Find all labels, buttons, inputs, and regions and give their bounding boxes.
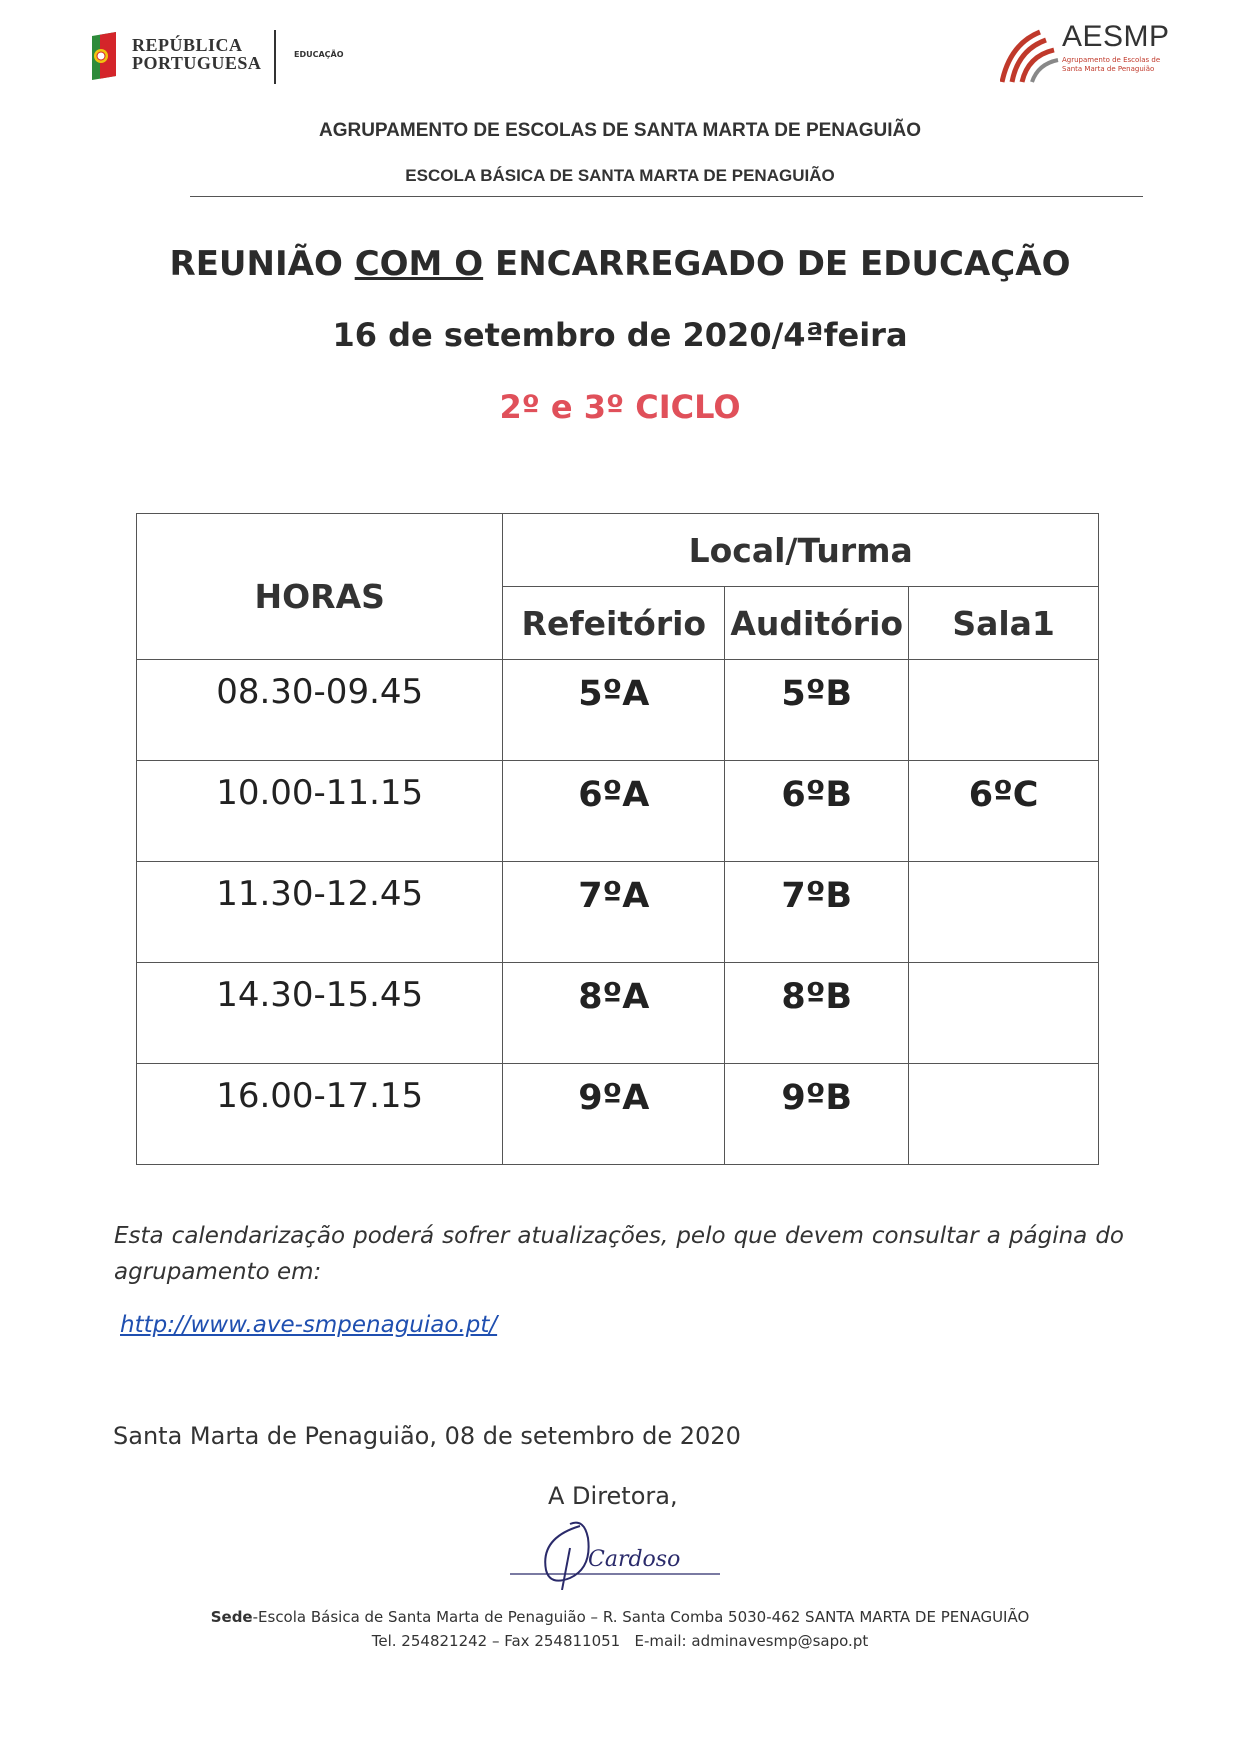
- header-refeitorio: Refeitório: [503, 587, 725, 660]
- website-link[interactable]: http://www.ave-smpenaguiao.pt/: [120, 1312, 498, 1338]
- table-row: [137, 1064, 1099, 1165]
- logo-separator: [274, 30, 276, 84]
- title-part2: COM O: [354, 244, 484, 284]
- meeting-date: 16 de setembro de 2020/4ªfeira: [332, 316, 908, 354]
- page-title: [0, 244, 1240, 284]
- auditorio-cell: 6ºB: [725, 761, 909, 862]
- header-local-turma: Local/Turma: [503, 514, 1099, 587]
- sala-cell: [909, 660, 1099, 761]
- gov-logo-text: [132, 36, 261, 72]
- gov-ministry: EDUCAÇÃO: [294, 50, 344, 59]
- aesmp-subtitle: Agrupamento de Escolas de Santa Marta de Penaguião: [1062, 56, 1161, 73]
- auditorio-cell: 7ºB: [725, 862, 909, 963]
- refeitorio-cell: 9ºA: [503, 1064, 725, 1165]
- sala-cell: [909, 1064, 1099, 1165]
- footer-address-text: -Escola Básica de Santa Marta de Penaguião – R. Santa Comba 5030-462 SANTA MARTA DE PENAGUIÃO: [252, 1608, 1030, 1626]
- refeitorio-cell: 8ºA: [503, 963, 725, 1064]
- refeitorio-cell: 6ºA: [503, 761, 725, 862]
- school-name: ESCOLA BÁSICA DE SANTA MARTA DE PENAGUIÃO: [405, 166, 835, 185]
- sala-cell: 6ºC: [909, 761, 1099, 862]
- table-row: [137, 963, 1099, 1064]
- footer-address: [0, 1608, 1240, 1626]
- title-part3: ENCARREGADO DE EDUCAÇÃO: [483, 244, 1071, 284]
- time-cell: 16.00-17.15: [137, 1064, 503, 1165]
- table-row: [137, 862, 1099, 963]
- sala-cell: [909, 862, 1099, 963]
- time-cell: 14.30-15.45: [137, 963, 503, 1064]
- aesmp-mark-icon: [1000, 24, 1060, 84]
- footer-contacts: Tel. 254821242 – Fax 254811051 E-mail: adminavesmp@sapo.pt: [371, 1632, 869, 1650]
- schedule-table: [136, 513, 1099, 1165]
- table-row: [137, 761, 1099, 862]
- header-divider: [190, 196, 1143, 197]
- refeitorio-cell: 7ºA: [503, 862, 725, 963]
- title-part1: REUNIÃO: [169, 244, 355, 284]
- time-cell: 11.30-12.45: [137, 862, 503, 963]
- gov-logo-line1: REPÚBLICA: [132, 35, 243, 55]
- signature-label: A Diretora,: [548, 1482, 678, 1510]
- auditorio-cell: 5ºB: [725, 660, 909, 761]
- header-sala1: Sala1: [909, 587, 1099, 660]
- footer-sede: Sede: [210, 1608, 253, 1626]
- signature-image: [510, 1508, 720, 1590]
- auditorio-cell: 9ºB: [725, 1064, 909, 1165]
- group-name: AGRUPAMENTO DE ESCOLAS DE SANTA MARTA DE PENAGUIÃO: [318, 120, 922, 141]
- aesmp-logo: [1000, 20, 1180, 86]
- place-date: Santa Marta de Penaguião, 08 de setembro de 2020: [113, 1422, 741, 1450]
- header-horas: HORAS: [137, 514, 503, 660]
- gov-logo-line2: PORTUGUESA: [132, 53, 262, 73]
- time-cell: 10.00-11.15: [137, 761, 503, 862]
- republica-portuguesa-logo: [86, 30, 356, 86]
- portuguese-flag-icon: [86, 32, 122, 80]
- table-row: [137, 660, 1099, 761]
- update-note: Esta calendarização poderá sofrer atualizações, pelo que devem consultar a página do agrupamento em:: [114, 1223, 1124, 1285]
- signature-text: Cardoso: [588, 1547, 681, 1572]
- auditorio-cell: 8ºB: [725, 963, 909, 1064]
- aesmp-name: AESMP: [1062, 20, 1170, 53]
- sala-cell: [909, 963, 1099, 1064]
- time-cell: 08.30-09.45: [137, 660, 503, 761]
- header-auditorio: Auditório: [725, 587, 909, 660]
- cycle-label: 2º e 3º CICLO: [499, 388, 741, 426]
- refeitorio-cell: 5ºA: [503, 660, 725, 761]
